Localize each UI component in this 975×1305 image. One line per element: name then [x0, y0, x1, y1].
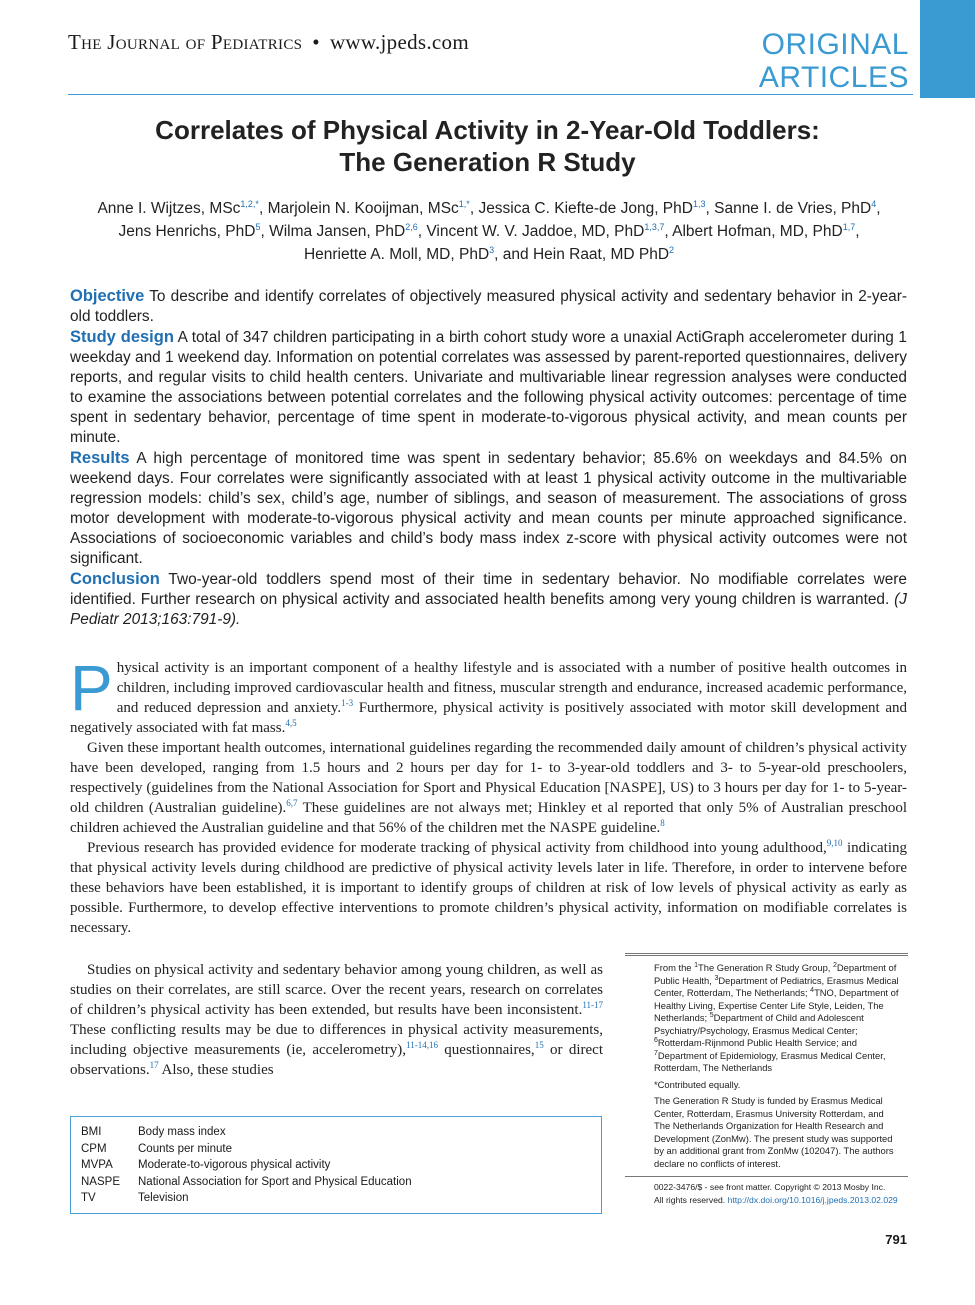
paragraph-text: Furthermore, physical activity is positively associated with motor skill development and negatively associated with fat mass.: [70, 700, 907, 736]
reference-link[interactable]: 1-3: [341, 698, 354, 708]
abstract-design: [70, 327, 907, 448]
journal-header: [68, 30, 469, 55]
affiliation-text: The Generation R Study Group,: [698, 962, 833, 973]
author-separator: ,: [258, 200, 268, 217]
conclusion-heading: Conclusion: [70, 570, 160, 588]
header-rule: [68, 94, 913, 95]
affiliation-number: 7: [654, 1049, 658, 1057]
abbreviation-definition: Body mass index: [138, 1126, 226, 1138]
author-affiliation-sup: 1,2,*: [240, 198, 259, 209]
abbreviation-definition: Moderate-to-vigorous physical activity: [138, 1159, 331, 1171]
author-name: Henriette A. Moll, MD, PhD: [303, 246, 490, 263]
affiliation-number: 3: [714, 974, 719, 982]
section-color-tab: [920, 0, 975, 98]
paragraph-text: These guidelines are not always met; Hinkley et al reported that only 5% of Australian preschool children achieved the Australian guideline and that 56% of the children met the NASPE guideline.: [70, 800, 907, 836]
author: [533, 246, 674, 263]
drop-cap: P: [70, 652, 113, 724]
affiliation-text: Rotterdam-Rijnmond Public Health Service; and: [657, 1037, 857, 1048]
abbreviation-term: NASPE: [81, 1175, 120, 1188]
objective-text: To describe and identify correlates of objectively measured physical activity and sedentary behavior in 2-year-old toddlers.: [70, 288, 907, 325]
author-separator: ,: [855, 223, 860, 240]
journal-citation: (J Pediatr 2013;163:791-9).: [70, 591, 907, 628]
author-affiliation-sup: 1,3,7: [644, 221, 665, 232]
reference-link[interactable]: 15: [534, 1040, 544, 1050]
author-name: Marjolein N. Kooijman, MSc: [267, 200, 459, 217]
copyright-line: 0022-3476/$ - see front matter. Copyright © 2013 Mosby Inc.: [654, 1182, 886, 1192]
abbreviation-row: [81, 1125, 412, 1142]
author-separator: ,: [876, 200, 881, 217]
design-heading: Study design: [70, 328, 174, 346]
author-affiliation-sup: 1,3: [692, 198, 706, 209]
abbreviation-row: [81, 1191, 412, 1208]
section-tag: [759, 28, 909, 94]
author: [118, 223, 269, 240]
author-separator: ,: [469, 200, 479, 217]
author-separator: ,: [664, 223, 673, 240]
abstract-results: [70, 448, 907, 569]
copyright-block: [625, 1177, 908, 1207]
author: [97, 200, 267, 217]
abbreviation-row: [81, 1142, 412, 1159]
affiliation-text: Department of Public Health,: [654, 962, 897, 986]
conclusion-text: Two-year-old toddlers spend most of their time in sedentary behavior. No modifiable correlates were identified. Further research on physical activity and associated health benefits among very young children is warranted.: [70, 571, 907, 608]
journal-website[interactable]: www.jpeds.com: [329, 30, 469, 54]
body-paragraph-3: [70, 838, 907, 938]
paragraph-text: questionnaires,: [437, 1042, 535, 1058]
design-text: A total of 347 children participating in a birth cohort study wore a unaxial ActiGraph accelerometer during 1 weekday and 1 weekend day. Information on potential correlates was assessed by parent-reported questionnaires, delivery reports, and regular visits to child health centers. Univariate and multivariable linear regression analyses were conducted to examine the associations between potential correlates and the following physical activity outcomes: percentage of time spent in sedentary behavior, percentage of time spent in moderate-to-vigorous physical activity, and mean counts per minute.: [70, 329, 907, 446]
author-separator: , and: [494, 246, 533, 263]
abbreviation-term: MVPA: [81, 1159, 113, 1171]
author-affiliation-sup: 4: [871, 198, 877, 209]
author-name: Wilma Jansen, PhD: [269, 223, 406, 240]
author: [269, 223, 426, 240]
results-heading: Results: [70, 449, 130, 467]
reference-link[interactable]: 11-14,16: [406, 1040, 438, 1050]
abstract: [70, 286, 907, 630]
results-text: A high percentage of monitored time was spent in sedentary behavior; 85.6% on weekdays and 84.5% on weekend days. Four correlates were significantly associated with at least 1 physical activity outcome in the multivariable regression models: child’s sex, child’s age, number of siblings, and season of measurement. The associations of gross motor development with moderate-to-vigorous physical activity and mean counts per minute approached significance. Associations of socioeconomic variables and child’s body mass index z-score with physical activity outcomes were not significant.: [70, 450, 907, 567]
author-affiliation-sup: 3: [489, 244, 495, 255]
paragraph-text: These conflicting results may be due to differences in physical activity measurements, including objective measurements (ie, accelerometry),: [70, 1022, 603, 1058]
paragraph-text: Also, these studies: [158, 1062, 274, 1078]
section-tag-line2: ARTICLES: [758, 61, 909, 94]
journal-name: The Journal of Pediatrics: [68, 30, 303, 54]
author: [714, 200, 880, 217]
author-name: Anne I. Wijtzes, MSc: [97, 200, 241, 217]
affiliation-list: [654, 962, 900, 1075]
reference-link[interactable]: 17: [149, 1060, 159, 1070]
article-info-sidebar: [625, 953, 908, 1213]
author-name: Hein Raat, MD PhD: [532, 246, 670, 263]
objective-heading: Objective: [70, 287, 145, 305]
abstract-objective: [70, 286, 907, 327]
affiliation-intro: From the: [654, 962, 695, 973]
affiliations: [625, 956, 908, 1170]
paragraph-text: indicating that physical activity levels during childhood are predictive of physical activity levels later in life. Therefore, in order to intervene before these behaviors have been established, it is important to identify groups of children at risk of low levels of physical activity as early as possible. Furthermore, to develop effective interventions to promote children’s physical activity, information on modifiable correlates is necessary.: [70, 840, 907, 936]
affiliation-number: 2: [833, 961, 837, 969]
abbreviation-definition: Television: [138, 1192, 189, 1204]
reference-link[interactable]: 11-17: [582, 1000, 603, 1010]
body-paragraph-2: [70, 738, 907, 838]
body-text-full-width: [70, 652, 907, 938]
contributed-note: *Contributed equally.: [654, 1078, 741, 1090]
paragraph-text: or direct observations.: [70, 1042, 603, 1078]
abbreviation-row: [81, 1158, 412, 1175]
affiliation-text: Department of Child and Adolescent Psychiatry/Psychology, Erasmus Medical Center;: [654, 1012, 864, 1036]
article-title: [0, 114, 975, 178]
header-separator: •: [312, 30, 320, 54]
funding-note: The Generation R Study is funded by Erasmus Medical Center, Rotterdam, Erasmus University Rotterdam, and The Netherlands Organization for Health Research and Development (ZonMw). The present study was supported by an additional grant from ZonMw (102047). The authors declare no conflicts of interest.: [654, 1095, 894, 1169]
affiliation-number: 6: [654, 1036, 658, 1044]
author: [672, 223, 859, 240]
reference-link[interactable]: 8: [660, 818, 665, 828]
reference-link[interactable]: 4,5: [285, 718, 297, 728]
abbreviation-row: [81, 1175, 412, 1192]
title-line-1: Correlates of Physical Activity in 2-Year-Old Toddlers:: [155, 115, 820, 145]
body-text-left-column: [70, 960, 603, 1080]
affiliation-text: Department of Pediatrics, Erasmus Medical Center, Rotterdam, The Netherlands;: [654, 974, 899, 998]
author-separator: ,: [260, 223, 270, 240]
author-separator: ,: [417, 223, 427, 240]
abbreviation-term: BMI: [81, 1126, 102, 1138]
abbreviations-table: [81, 1125, 412, 1208]
author: [426, 223, 672, 240]
reference-link[interactable]: 6,7: [286, 798, 298, 808]
author-list: [70, 197, 908, 266]
abstract-conclusion: [70, 569, 907, 630]
affiliation-number: 1: [694, 961, 699, 969]
author-name: Jens Henrichs, PhD: [118, 223, 256, 240]
affiliation-number: 4: [810, 986, 815, 994]
title-line-2: The Generation R Study: [339, 147, 636, 177]
author: [478, 200, 714, 217]
abbreviation-term: CPM: [81, 1142, 107, 1155]
paragraph-text: Given these important health outcomes, international guidelines regarding the recommended daily amount of children’s physical activity have been developed, ranging from 1.5 hours and 2 hours per day for 1- to 3-year-old toddlers and 3- to 5-year-old preschoolers, respectively (guidelines from the National Association for Sport and Physical Education [NASPE], US) to 3 hours per day for 1- to 5-year-old children (Australian guideline).: [70, 740, 907, 816]
paragraph-text: hysical activity is an important component of a healthy lifestyle and is associated with a number of positive health outcomes in children, including improved cardiovascular health and fitness, muscular strength and endurance, increased academic performance, and reduced depression and anxiety.: [116, 660, 907, 716]
author-name: Sanne I. de Vries, PhD: [714, 200, 872, 217]
abbreviation-definition: Counts per minute: [138, 1142, 232, 1155]
author-separator: ,: [705, 200, 715, 217]
author-affiliation-sup: 2: [669, 244, 675, 255]
author-affiliation-sup: 2,6: [405, 221, 418, 232]
affiliation-number: 5: [709, 1011, 714, 1019]
author-affiliation-sup: 1,*: [458, 198, 470, 209]
doi-link[interactable]: http://dx.doi.org/10.1016/j.jpeds.2013.02.029: [727, 1195, 898, 1205]
section-tag-line1: ORIGINAL: [761, 28, 909, 61]
paragraph-text: Previous research has provided evidence for moderate tracking of physical activity from childhood into young adulthood,: [87, 840, 827, 856]
abbreviations-box: [70, 1116, 602, 1214]
rights-text: All rights reserved.: [654, 1195, 728, 1205]
reference-link[interactable]: 9,10: [826, 838, 843, 848]
author: [304, 246, 533, 263]
affiliation-text: TNO, Department of Healthy Living, Expertise Center Life Style, Leiden, The Netherlands;: [654, 987, 899, 1023]
author-affiliation-sup: 5: [255, 221, 261, 232]
body-paragraph-1: [70, 652, 907, 738]
page-number: 791: [885, 1232, 907, 1247]
abbreviation-definition: National Association for Sport and Physical Education: [138, 1175, 412, 1188]
rights-line: [654, 1194, 900, 1207]
author-affiliation-sup: 1,7: [842, 221, 856, 232]
abbreviation-term: TV: [81, 1192, 96, 1204]
affiliation-text: Department of Epidemiology, Erasmus Medical Center, Rotterdam, The Netherlands: [654, 1049, 886, 1073]
body-paragraph-4: [70, 960, 603, 1080]
author: [268, 200, 479, 217]
author-name: Albert Hofman, MD, PhD: [672, 223, 843, 240]
paragraph-text: Studies on physical activity and sedentary behavior among young children, as well as studies on their correlates, are still scarce. Over the recent years, research on correlates of children’s physical activity has been extended, but results have been inconsistent.: [70, 962, 603, 1018]
author-name: Vincent W. V. Jaddoe, MD, PhD: [426, 223, 645, 240]
author-name: Jessica C. Kiefte-de Jong, PhD: [478, 200, 693, 217]
